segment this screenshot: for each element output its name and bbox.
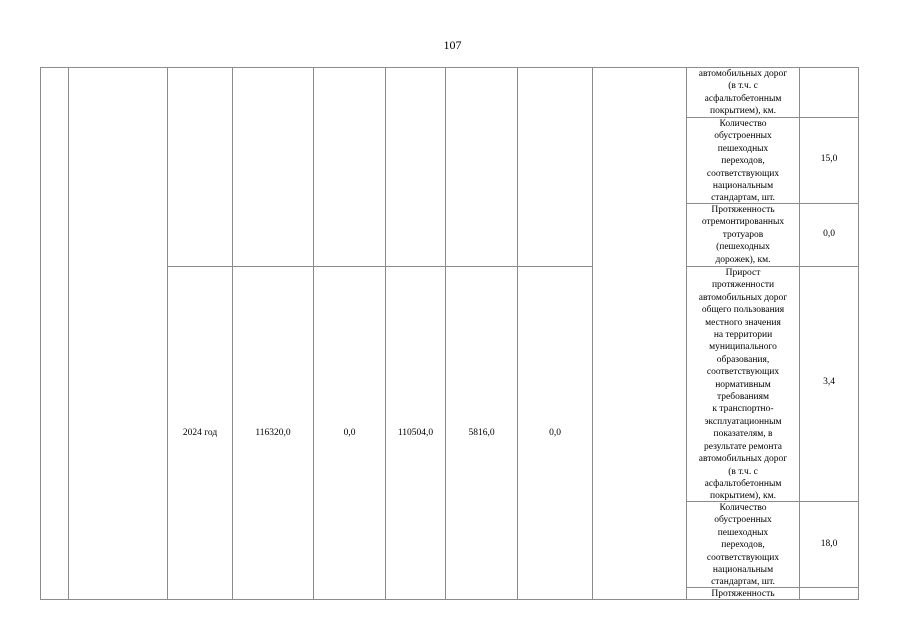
indicator-value: 0,0 <box>823 229 835 239</box>
regional-cell: 110504,0 <box>397 428 434 438</box>
indicator-value: 15,0 <box>820 154 838 164</box>
indicator-text: Протяженность <box>711 589 775 599</box>
federal-cell: 0,0 <box>343 428 356 438</box>
indicator-value: 3,4 <box>823 377 835 387</box>
indicator-text: Количество обустроенных пешеходных переходов, соответствующих национальным стандартам, шт. <box>706 503 780 587</box>
year-cell: 2024 год <box>182 428 218 438</box>
indicator-value: 18,0 <box>820 539 838 549</box>
total-cell: 116320,0 <box>255 428 291 438</box>
indicator-text: Протяженность отремонтированных тротуаров (пешеходных дорожек), км. <box>701 205 785 265</box>
indicator-text: автомобильных дорог (в т.ч. с асфальтобетонным покрытием), км. <box>698 69 788 117</box>
indicator-text: Прирост протяженности автомобильных дорог общего пользования местного значения на территории муниципального образования, соответствующих нормативным требованиям к транспортно- эксплуатационным показателям, в результате ремонта автомобильных дорог (в т.ч. с асфальтобетонным покрытием), км. <box>698 268 788 501</box>
page-number: 107 <box>443 38 462 52</box>
indicator-text: Количество обустроенных пешеходных переходов, соответствующих национальным стандартам, шт. <box>706 119 780 203</box>
other-cell: 0,0 <box>549 428 561 438</box>
local-cell: 5816,0 <box>468 428 495 438</box>
